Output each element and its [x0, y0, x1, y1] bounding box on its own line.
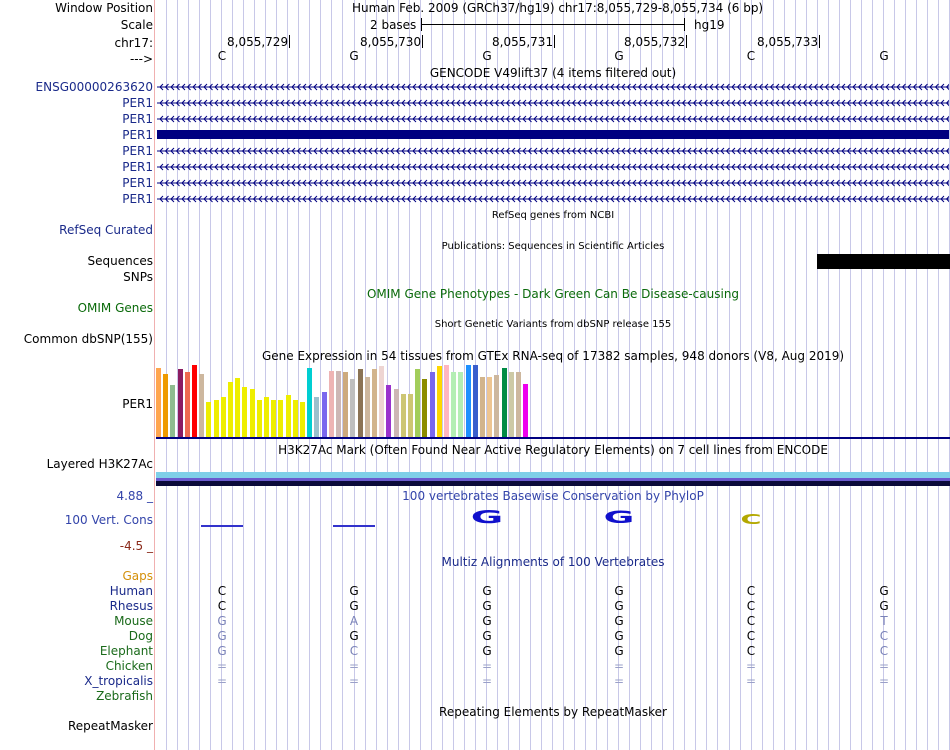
grid-line: [695, 0, 696, 750]
gene-arrow-path: [157, 180, 949, 186]
gtex-tissue-bar[interactable]: [329, 371, 334, 437]
window-position-label: Window Position: [55, 1, 153, 15]
gaps-label[interactable]: Gaps: [122, 569, 153, 583]
aligned-base: G: [217, 614, 227, 628]
grid-line: [365, 0, 366, 750]
grid-line: [563, 0, 564, 750]
gencode-track-title[interactable]: GENCODE V49lift37 (4 items filtered out): [429, 66, 677, 80]
gencode-gene-label[interactable]: PER1: [122, 192, 153, 206]
gtex-tissue-bar[interactable]: [466, 365, 471, 437]
gencode-gene-label[interactable]: PER1: [122, 128, 153, 142]
gene-intron-arrows[interactable]: [157, 194, 949, 204]
gtex-tissue-bar[interactable]: [494, 375, 499, 437]
grid-line: [817, 0, 818, 750]
gtex-tissue-bar[interactable]: [278, 400, 283, 437]
grid-line: [398, 0, 399, 750]
gtex-tissue-bar[interactable]: [314, 397, 319, 437]
position-label: 8,055,731: [492, 35, 554, 49]
gene-arrow-path: [157, 148, 949, 154]
aligned-base: =: [348, 674, 360, 688]
conservation-track-label[interactable]: 100 Vert. Cons: [64, 513, 153, 527]
gtex-tissue-bar[interactable]: [372, 369, 377, 437]
gencode-gene-label[interactable]: PER1: [122, 96, 153, 110]
aligned-base: C: [746, 599, 756, 613]
grid-line: [552, 0, 553, 750]
aligned-base: G: [349, 629, 359, 643]
grid-line: [464, 0, 465, 750]
multiz-track-title[interactable]: Multiz Alignments of 100 Vertebrates: [441, 555, 665, 569]
grid-line: [806, 0, 807, 750]
gtex-tissue-bar[interactable]: [336, 371, 341, 437]
species-label[interactable]: Human: [109, 584, 153, 598]
grid-line: [762, 0, 763, 750]
scale-bar: [421, 24, 685, 25]
gencode-gene-label[interactable]: PER1: [122, 112, 153, 126]
reference-base: C: [746, 49, 756, 63]
scale-bar-left-tick: [421, 18, 422, 31]
species-label[interactable]: Dog: [128, 629, 153, 643]
grid-line: [916, 0, 917, 750]
grid-line: [651, 0, 652, 750]
gene-intron-arrows[interactable]: [157, 114, 949, 124]
gtex-tissue-bar[interactable]: [509, 372, 514, 437]
conservation-mark[interactable]: [201, 525, 243, 527]
gtex-tissue-bar[interactable]: [408, 394, 413, 437]
gtex-tissue-bar[interactable]: [458, 372, 463, 437]
gtex-tissue-bar[interactable]: [286, 395, 291, 437]
conservation-track-title[interactable]: 100 vertebrates Basewise Conservation by PhyloP: [402, 489, 704, 503]
dbsnp-track-title[interactable]: Short Genetic Variants from dbSNP release 155: [434, 319, 672, 330]
gtex-baseline: [156, 437, 950, 439]
reference-base: G: [482, 49, 492, 63]
aligned-base: =: [745, 659, 757, 673]
gene-intron-arrows[interactable]: [157, 146, 949, 156]
aligned-base: =: [481, 659, 493, 673]
gene-arrow-path: [157, 116, 949, 122]
gtex-tissue-bar[interactable]: [250, 389, 255, 437]
position-label: 8,055,730: [360, 35, 422, 49]
position-tick: [422, 35, 423, 48]
gtex-tissue-bar[interactable]: [365, 377, 370, 437]
grid-line: [574, 0, 575, 750]
species-label[interactable]: Zebrafish: [96, 689, 153, 703]
aligned-base: =: [745, 674, 757, 688]
gtex-tissue-bar[interactable]: [422, 379, 427, 437]
gencode-gene-label[interactable]: PER1: [122, 144, 153, 158]
aligned-base: G: [349, 599, 359, 613]
gencode-gene-label[interactable]: PER1: [122, 176, 153, 190]
window-position-value: Human Feb. 2009 (GRCh37/hg19) chr17:8,055,729-8,055,734 (6 bp): [352, 1, 764, 15]
grid-line: [541, 0, 542, 750]
conservation-mark[interactable]: [333, 525, 375, 527]
aligned-base: C: [349, 644, 359, 658]
gene-arrow-path: [157, 164, 949, 170]
grid-line: [740, 0, 741, 750]
aligned-base: G: [349, 584, 359, 598]
aligned-base: =: [481, 674, 493, 688]
species-label[interactable]: Chicken: [105, 659, 153, 673]
grid-line: [717, 0, 718, 750]
grid-line: [298, 0, 299, 750]
gtex-tissue-bar[interactable]: [300, 402, 305, 437]
aligned-base: G: [879, 584, 889, 598]
publications-track-title[interactable]: Publications: Sequences in Scientific Articles: [441, 241, 665, 252]
species-label[interactable]: X_tropicalis: [84, 674, 153, 688]
grid-line: [894, 0, 895, 750]
repeatmasker-track-label[interactable]: RepeatMasker: [67, 719, 153, 733]
gencode-gene-label[interactable]: ENSG00000263620: [35, 80, 153, 94]
aligned-base: =: [878, 659, 890, 673]
grid-line: [839, 0, 840, 750]
aligned-base: G: [482, 644, 492, 658]
gtex-tissue-bar[interactable]: [214, 400, 219, 437]
gtex-tissue-bar[interactable]: [350, 379, 355, 437]
aligned-base: G: [482, 614, 492, 628]
scale-label: Scale: [120, 18, 153, 32]
grid-line: [530, 0, 531, 750]
gtex-tissue-bar[interactable]: [192, 365, 197, 437]
gtex-tissue-bar[interactable]: [502, 368, 507, 437]
grid-line: [287, 0, 288, 750]
gtex-tissue-bar[interactable]: [430, 372, 435, 437]
position-label: 8,055,733: [757, 35, 819, 49]
gtex-tissue-bar[interactable]: [473, 365, 478, 437]
gtex-tissue-bar[interactable]: [444, 365, 449, 437]
grid-line: [254, 0, 255, 750]
gtex-tissue-bar[interactable]: [228, 382, 233, 437]
aligned-base: G: [614, 599, 624, 613]
gtex-track-title[interactable]: Gene Expression in 54 tissues from GTEx RNA-seq of 17382 samples, 948 donors (V8, Aug 2019): [261, 349, 845, 363]
omim-track-title[interactable]: OMIM Gene Phenotypes - Dark Green Can Be Disease-causing: [366, 287, 740, 301]
aligned-base: =: [348, 659, 360, 673]
grid-line: [276, 0, 277, 750]
reference-base: G: [879, 49, 889, 63]
gene-arrow-path: [157, 100, 949, 106]
label-divider: [154, 0, 155, 750]
strand-arrow-label: --->: [129, 52, 153, 66]
grid-line: [387, 0, 388, 750]
aligned-base: C: [879, 629, 889, 643]
aligned-base: G: [614, 614, 624, 628]
repeatmasker-track-title[interactable]: Repeating Elements by RepeatMasker: [439, 705, 667, 719]
gencode-gene-label[interactable]: PER1: [122, 160, 153, 174]
gtex-tissue-bar[interactable]: [156, 368, 161, 437]
refseq-track-title[interactable]: RefSeq genes from NCBI: [491, 210, 615, 221]
grid-line: [684, 0, 685, 750]
refseq-track-label[interactable]: RefSeq Curated: [59, 223, 153, 237]
gtex-tissue-bar[interactable]: [178, 369, 183, 437]
aligned-base: C: [746, 629, 756, 643]
reference-base: G: [614, 49, 624, 63]
species-label[interactable]: Rhesus: [109, 599, 153, 613]
aligned-base: =: [613, 674, 625, 688]
h3k27ac-track-title[interactable]: H3K27Ac Mark (Often Found Near Active Regulatory Elements) on 7 cell lines from ENCODE: [278, 443, 828, 457]
grid-line: [232, 0, 233, 750]
gtex-tissue-bar[interactable]: [451, 372, 456, 437]
aligned-base: T: [880, 614, 888, 628]
sequences-track-label[interactable]: Sequences: [87, 254, 153, 268]
gtex-tissue-bar[interactable]: [170, 385, 175, 437]
grid-line: [927, 0, 928, 750]
gtex-tissue-bar[interactable]: [221, 397, 226, 437]
gtex-tissue-bar[interactable]: [235, 378, 240, 437]
grid-line: [673, 0, 674, 750]
grid-line: [662, 0, 663, 750]
gene-intron-arrows[interactable]: [157, 162, 949, 172]
dbsnp-track-label[interactable]: Common dbSNP(155): [23, 332, 153, 346]
grid-line: [210, 0, 211, 750]
gene-intron-arrows[interactable]: [157, 178, 949, 188]
publication-feature[interactable]: [817, 254, 950, 269]
grid-line: [607, 0, 608, 750]
h3k27ac-signal-base: [156, 481, 950, 486]
aligned-base: G: [614, 584, 624, 598]
grid-line: [729, 0, 730, 750]
grid-line: [773, 0, 774, 750]
grid-line: [596, 0, 597, 750]
gtex-track-label[interactable]: PER1: [122, 397, 153, 411]
grid-line: [442, 0, 443, 750]
gtex-tissue-bar[interactable]: [199, 374, 204, 437]
gtex-tissue-bar[interactable]: [379, 366, 384, 437]
aligned-base: =: [216, 659, 228, 673]
gtex-tissue-bar[interactable]: [386, 385, 391, 437]
aligned-base: C: [217, 599, 227, 613]
aligned-base: G: [217, 629, 227, 643]
reference-base: G: [349, 49, 359, 63]
position-label: 8,055,729: [227, 35, 289, 49]
conservation-letter[interactable]: G: [470, 507, 504, 528]
aligned-base: =: [878, 674, 890, 688]
grid-line: [905, 0, 906, 750]
aligned-base: C: [746, 644, 756, 658]
position-tick: [819, 35, 820, 48]
gene-intron-arrows[interactable]: [157, 82, 949, 92]
grid-line: [938, 0, 939, 750]
gtex-tissue-bar[interactable]: [516, 372, 521, 437]
gtex-tissue-bar[interactable]: [307, 368, 312, 437]
position-tick: [686, 35, 687, 48]
species-label[interactable]: Mouse: [114, 614, 153, 628]
grid-line: [243, 0, 244, 750]
grid-line: [828, 0, 829, 750]
species-label[interactable]: Elephant: [99, 644, 153, 658]
grid-line: [420, 0, 421, 750]
aligned-base: G: [482, 629, 492, 643]
grid-line: [629, 0, 630, 750]
aligned-base: G: [217, 644, 227, 658]
gene-intron-arrows[interactable]: [157, 98, 949, 108]
grid-line: [861, 0, 862, 750]
grid-line: [784, 0, 785, 750]
gtex-tissue-bar[interactable]: [322, 392, 327, 437]
aligned-base: =: [613, 659, 625, 673]
gtex-tissue-bar[interactable]: [480, 377, 485, 437]
gtex-tissue-bar[interactable]: [437, 366, 442, 437]
aligned-base: G: [482, 584, 492, 598]
gene-arrow-path: [157, 196, 949, 202]
gene-arrow-path: [157, 84, 949, 90]
grid-line: [320, 0, 321, 750]
aligned-base: G: [482, 599, 492, 613]
position-tick: [554, 35, 555, 48]
gtex-tissue-bar[interactable]: [242, 387, 247, 437]
grid-line: [795, 0, 796, 750]
conservation-max-label: 4.88 _: [116, 489, 153, 503]
aligned-base: C: [879, 644, 889, 658]
position-tick: [289, 35, 290, 48]
chrom-label: chr17:: [114, 36, 153, 50]
aligned-base: C: [217, 584, 227, 598]
scale-text: 2 bases: [370, 18, 417, 32]
grid-line: [585, 0, 586, 750]
grid-line: [640, 0, 641, 750]
aligned-base: G: [879, 599, 889, 613]
gtex-tissue-bar[interactable]: [264, 397, 269, 437]
gtex-tissue-bar[interactable]: [523, 384, 528, 437]
position-label: 8,055,732: [624, 35, 686, 49]
scale-bar-right-tick: [684, 18, 685, 31]
reference-base: C: [217, 49, 227, 63]
snps-track-label[interactable]: SNPs: [123, 270, 153, 284]
grid-line: [872, 0, 873, 750]
grid-line: [265, 0, 266, 750]
conservation-min-label: -4.5 _: [119, 539, 153, 553]
gtex-tissue-bar[interactable]: [343, 372, 348, 437]
aligned-base: =: [216, 674, 228, 688]
h3k27ac-track-label[interactable]: Layered H3K27Ac: [46, 457, 153, 471]
gtex-tissue-bar[interactable]: [257, 400, 262, 437]
gtex-tissue-bar[interactable]: [358, 369, 363, 437]
aligned-base: C: [746, 584, 756, 598]
aligned-base: A: [349, 614, 359, 628]
grid-line: [706, 0, 707, 750]
gtex-tissue-bar[interactable]: [415, 369, 420, 437]
gtex-tissue-bar[interactable]: [206, 402, 211, 437]
gtex-tissue-bar[interactable]: [185, 372, 190, 437]
aligned-base: G: [614, 629, 624, 643]
gtex-tissue-bar[interactable]: [293, 400, 298, 437]
aligned-base: C: [746, 614, 756, 628]
gtex-tissue-bar[interactable]: [271, 400, 276, 437]
aligned-base: G: [614, 644, 624, 658]
grid-line: [850, 0, 851, 750]
grid-line: [409, 0, 410, 750]
gtex-tissue-bar[interactable]: [394, 389, 399, 437]
conservation-letter[interactable]: C: [740, 513, 762, 528]
gtex-tissue-bar[interactable]: [401, 394, 406, 437]
omim-track-label[interactable]: OMIM Genes: [77, 301, 153, 315]
gtex-tissue-bar[interactable]: [487, 377, 492, 437]
gtex-tissue-bar[interactable]: [163, 374, 168, 437]
scale-assembly: hg19: [694, 18, 725, 32]
gene-exon-block[interactable]: [157, 130, 949, 139]
conservation-letter[interactable]: G: [603, 508, 635, 528]
